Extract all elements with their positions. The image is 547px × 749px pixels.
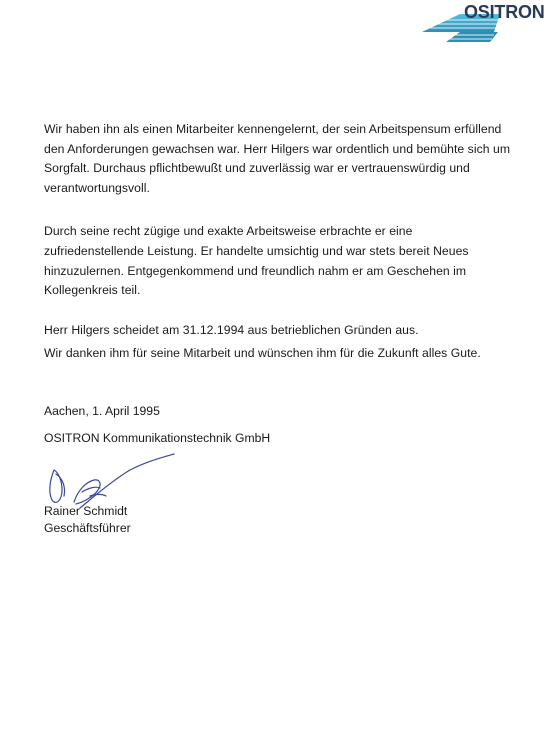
signer-title: Geschäftsführer bbox=[44, 521, 131, 535]
paragraph-1: Wir haben ihn als einen Mitarbeiter kennengelernt, der sein Arbeitspensum erfüllend den Anforderungen gewachsen war. Herr Hilgers war ordentlich und bemühte sich um Sorgfalt. Durchaus pflichtbewußt und zuverlässig war er vertrauenswürdig und verantwortungsvoll. bbox=[44, 122, 511, 195]
logo-wordmark: OSITRON bbox=[464, 2, 545, 22]
company-name: OSITRON Kommunikationstechnik GmbH bbox=[44, 431, 271, 445]
paragraph-4: Wir danken ihm für seine Mitarbeit und wünschen ihm für die Zukunft alles Gute. bbox=[44, 346, 481, 361]
paragraph-2: Durch seine recht zügige und exakte Arbeitsweise erbrachte er eine zufriedenstellende Leistung. Er handelte umsichtig und war stets bereit Neues hinzuzulernen. Entgegenkommend und freundlich nahm er am Geschehen im Kollegenkreis teil. bbox=[44, 224, 469, 298]
place-date: Aachen, 1. April 1995 bbox=[44, 404, 160, 418]
letter-body bbox=[44, 120, 514, 364]
paragraph-3: Herr Hilgers scheidet am 31.12.1994 aus betrieblichen Gründen aus. bbox=[44, 322, 419, 337]
company-logo bbox=[420, 2, 544, 44]
signer-name: Rainer Schmidt bbox=[44, 504, 128, 518]
